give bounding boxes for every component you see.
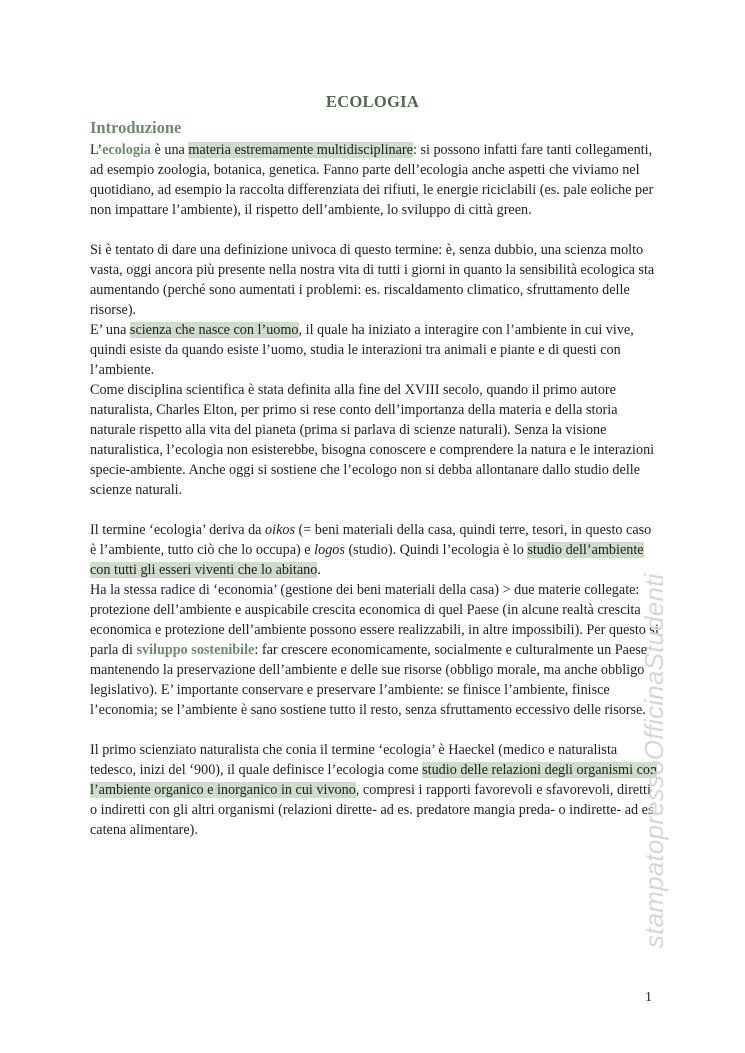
paragraph-3 xyxy=(90,320,660,380)
text-run: , compresi i rapporti favorevoli e sfavorevoli, diretti o indiretti con gli altri organismi (relazioni dirette- ad es. predatore mangia preda- o indirette- ad es. catena alimentare). xyxy=(90,782,658,838)
paragraph-4: Come disciplina scientifica è stata definita alla fine del XVIII secolo, quando il primo autore naturalista, Charles Elton, per primo si rese conto dell’importanza della materia e della storia naturale rispetto alla vita del pianeta (prima si parlava di scienze naturali). Senza la visione naturalistica, l’ecologia non esisterebbe, bisogna conoscere e comprendere la natura e le interazioni specie-ambiente. Anche oggi si sostiene che l’ecologo non si debba allontanare dallo studio delle scienze naturali. xyxy=(90,382,655,498)
paragraph-1 xyxy=(90,140,660,220)
text-run: . xyxy=(317,562,321,578)
highlight-studio-ambiente: studio dell’ambiente con tutti gli esseri viventi che lo abitano xyxy=(90,542,644,578)
highlight-definizione-haeckel: studio delle relazioni degli organismi con l’ambiente organico e inorganico in cui vivono xyxy=(90,762,658,798)
text-run: , il quale ha iniziato a interagire con l’ambiente in cui vive, quindi esiste da quando esiste l’uomo, studia le interazioni tra animali e piante e di questi con l’ambiente. xyxy=(90,322,634,378)
watermark-text: stampatopressoOfficinaStudenti xyxy=(639,573,669,948)
paragraph-6 xyxy=(90,580,660,720)
highlight-scienza-uomo: scienza che nasce con l’uomo xyxy=(129,322,299,338)
term-oikos: oikos xyxy=(265,522,295,538)
paragraph-5 xyxy=(90,520,660,580)
text-run: (studio). Quindi l’ecologia è lo xyxy=(344,542,528,558)
text-run: L’ xyxy=(90,142,103,158)
text-run: Il termine ‘ecologia’ deriva da xyxy=(90,522,266,538)
page-number: 1 xyxy=(645,990,652,1005)
text-run: : far crescere economicamente, socialmente e culturalmente un Paese mantenendo la preservazione dell’ambiente e delle sue risorse (obbligo morale, ma anche obbligo legislativo). E’ importante conservare e preservare l’ambiente: se finisce l’ambiente, finisce l’economia; se l’ambiente è sano sostiene tutto il resto, senza sfruttamento eccessivo delle risorse. xyxy=(90,642,648,718)
document-body xyxy=(90,140,660,840)
keyword-sviluppo-sostenibile: sviluppo sostenibile xyxy=(136,642,255,658)
term-logos: logos xyxy=(314,542,345,558)
paragraph-2: Si è tentato di dare una definizione univoca di questo termine: è, senza dubbio, una scienza molto vasta, oggi ancora più presente nella nostra vita di tutti i giorni in quanto la sensibilità ecologica sta aumentando (perché sono aumentati i problemi: es. riscaldamento climatico, sfruttamento delle risorse). xyxy=(90,242,655,318)
section-heading: Introduzione xyxy=(90,118,182,137)
paragraph-7 xyxy=(90,740,660,840)
highlight-multidisciplinare: materia estremamente multidisciplinare xyxy=(188,142,413,158)
text-run: Il primo scienziato naturalista che conia il termine ‘ecologia’ è Haeckel (medico e naturalista tedesco, inizi del ‘900), il quale definisce l’ecologia come xyxy=(90,742,618,778)
document-title: ECOLOGIA xyxy=(325,92,420,111)
text-run: (= beni materiali della casa, quindi terre, tesori, in questo caso è l’ambiente, tutto ciò che lo occupa) e xyxy=(90,522,652,558)
text-run: E’ una xyxy=(90,322,130,338)
text-run: è una xyxy=(150,142,189,158)
text-run: : si possono infatti fare tanti collegamenti, ad esempio zoologia, botanica, genetica. Fanno parte dell’ecologia anche aspetti che viviamo nel quotidiano, ad esempio la raccolta differenziata dei rifiuti, le energie riciclabili (es. pale eoliche per non impattare l’ambiente), il rispetto dell’ambiente, lo sviluppo di città green. xyxy=(90,142,654,218)
keyword-ecologia: ecologia xyxy=(102,142,151,158)
text-run: Ha la stessa radice di ‘economia’ (gestione dei beni materiali della casa) > due materie collegate: protezione dell’ambiente e auspicabile crescita economica di quel Paese (in alcune realtà crescita economica e protezione dell’ambiente possono essere realizzabili, in altre impossibili). Per questo si parla di xyxy=(90,582,659,658)
